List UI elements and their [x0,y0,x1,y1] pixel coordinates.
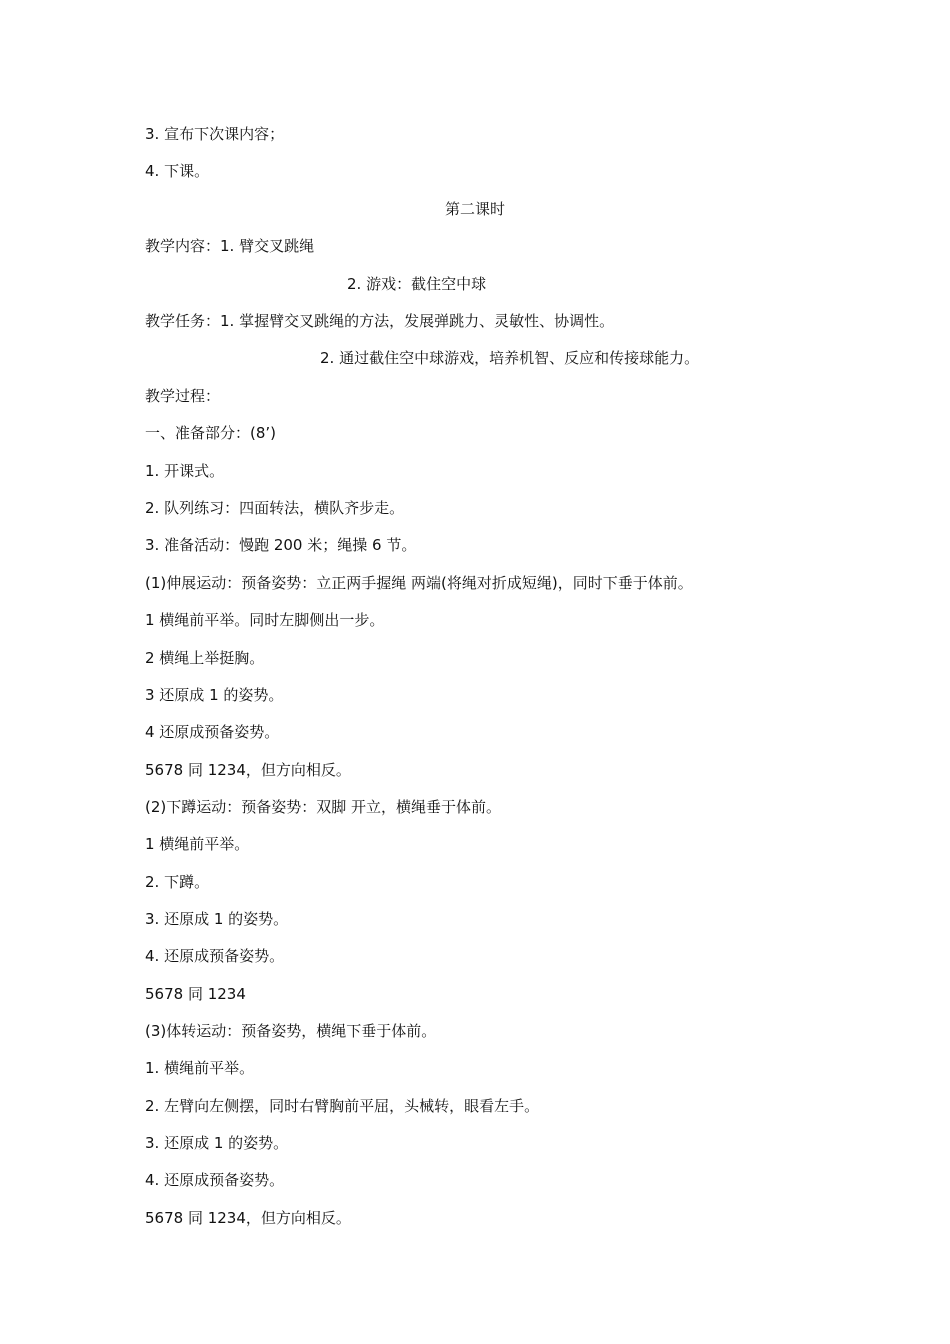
text-line: 4. 还原成预备姿势。 [145,947,285,965]
text-line: 一、准备部分：(8’) [145,424,277,442]
text-line: 5678 同 1234，但方向相反。 [145,761,351,779]
text-line: 2 横绳上举挺胸。 [145,649,265,667]
text-line: 2. 左臂向左侧摆，同时右臂胸前平屈，头械转，眼看左手。 [145,1097,540,1115]
text-line: 3. 准备活动：慢跑 200 米；绳操 6 节。 [145,536,417,554]
text-line: 2. 队列练习：四面转法，横队齐步走。 [145,499,405,517]
text-line: 教学内容：1. 臂交叉跳绳 [145,237,315,255]
text-line: (3)体转运动：预备姿势，横绳下垂于体前。 [145,1022,437,1040]
text-line: 3. 还原成 1 的姿势。 [145,1134,289,1152]
text-line: 教学过程： [145,387,221,405]
text-line: 2. 游戏：截住空中球 [347,275,487,293]
text-line: 1 横绳前平举。 [145,835,250,853]
text-line: 5678 同 1234 [145,985,246,1003]
text-line: 2. 下蹲。 [145,873,210,891]
text-line: 1 横绳前平举。同时左脚侧出一步。 [145,611,385,629]
text-line: (1)伸展运动：预备姿势：立正两手握绳 两端(将绳对折成短绳)，同时下垂于体前。 [145,574,693,592]
text-line: 3. 还原成 1 的姿势。 [145,910,289,928]
text-line: 3 还原成 1 的姿势。 [145,686,284,704]
text-line: (2)下蹲运动：预备姿势：双脚 开立，横绳垂于体前。 [145,798,502,816]
text-line: 4 还原成预备姿势。 [145,723,280,741]
text-line: 1. 横绳前平举。 [145,1059,255,1077]
text-line: 4. 下课。 [145,162,210,180]
section-title: 第二课时 [444,200,505,218]
text-line: 5678 同 1234，但方向相反。 [145,1209,351,1227]
text-line: 4. 还原成预备姿势。 [145,1171,285,1189]
text-line: 教学任务：1. 掌握臂交叉跳绳的方法，发展弹跳力、灵敏性、协调性。 [145,312,615,330]
text-line: 1. 开课式。 [145,462,225,480]
text-line: 3. 宣布下次课内容； [145,125,285,143]
text-line: 2. 通过截住空中球游戏，培养机智、反应和传接球能力。 [320,349,700,367]
